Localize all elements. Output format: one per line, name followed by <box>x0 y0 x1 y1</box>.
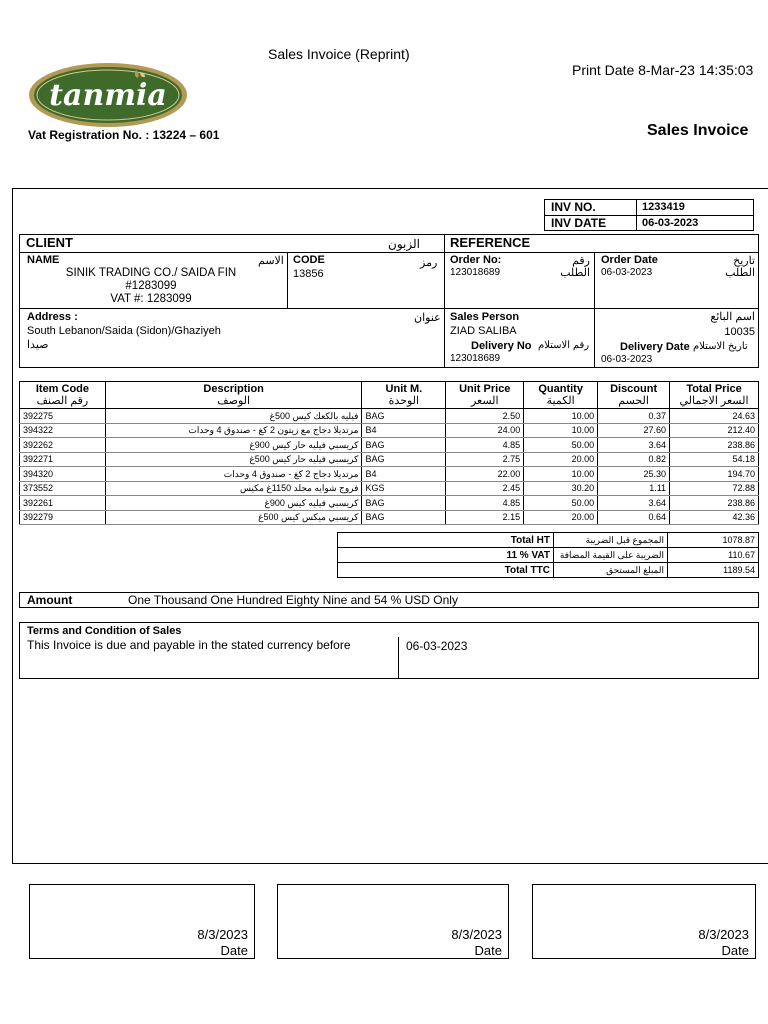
item-description: كريسبي فيليه حار كيس 500غ <box>105 452 362 467</box>
seller-label-ar: اسم البائع <box>710 311 755 323</box>
item-unit-price: 4.85 <box>446 438 524 453</box>
item-code: 394322 <box>20 423 106 438</box>
col-unit: Unit M. الوحدة <box>362 382 446 409</box>
item-unit: BAG <box>362 409 446 424</box>
item-unit-price: 2.75 <box>446 452 524 467</box>
vat-label: 11 % VAT <box>338 548 554 563</box>
code-label: CODE <box>293 254 325 266</box>
signature-date-label: Date <box>220 943 248 958</box>
item-discount: 27.60 <box>598 423 670 438</box>
invoice-number-label: INV NO. <box>545 200 637 216</box>
col-total-price: Total Price السعر الاجمالي <box>670 382 759 409</box>
item-code: 392279 <box>20 510 106 525</box>
name-label-ar: الاسم <box>258 255 284 267</box>
item-description: مرتديلا دجاج مع زيتون 2 كغ - صندوق 4 وحدات <box>105 423 362 438</box>
sales-person-label: Sales Person <box>450 311 520 323</box>
item-total: 212.40 <box>670 423 759 438</box>
order-date: 06-03-2023 <box>601 267 653 278</box>
address-label: Address : <box>27 311 78 323</box>
items-table <box>19 381 759 525</box>
order-no-label-ar-line2: الطلب <box>560 267 590 279</box>
signature-date-label: Date <box>474 943 502 958</box>
client-name <box>20 267 282 306</box>
totals-table <box>337 532 759 578</box>
signature-date-value: 8/3/2023 <box>197 927 248 942</box>
order-date-label-ar-line1: تاريخ <box>733 255 755 267</box>
invoice-date: 06-03-2023 <box>642 217 699 229</box>
item-unit-price: 4.85 <box>446 496 524 511</box>
table-row <box>20 409 759 424</box>
item-code: 392275 <box>20 409 106 424</box>
delivery-date-label-ar: تاريخ الاستلام <box>693 341 748 352</box>
item-code: 392262 <box>20 438 106 453</box>
client-address: South Lebanon/Saida (Sidon)/Ghaziyeh <box>27 325 221 337</box>
terms-label: Terms and Condition of Sales <box>27 625 182 637</box>
item-code: 394320 <box>20 467 106 482</box>
terms-divider <box>398 637 399 679</box>
client-name-line1: SINIK TRADING CO./ SAIDA FIN <box>65 267 237 279</box>
sales-person: ZIAD SALIBA <box>450 325 517 337</box>
signature-box-3 <box>532 884 756 959</box>
total-ht-row <box>338 533 759 548</box>
item-discount: 1.11 <box>598 481 670 496</box>
item-unit-price: 2.45 <box>446 481 524 496</box>
amount-in-words: One Thousand One Hundred Eighty Nine and 54 % USD Only <box>128 593 458 607</box>
terms-box <box>19 622 759 679</box>
order-date-label: Order Date <box>601 254 658 266</box>
total-ttc-row <box>338 563 759 578</box>
order-no-label: Order No: <box>450 254 502 266</box>
item-total: 72.88 <box>670 481 759 496</box>
delivery-no: 123018689 <box>450 353 501 364</box>
item-total: 42.36 <box>670 510 759 525</box>
signature-date-label: Date <box>721 943 749 958</box>
terms-text: This Invoice is due and payable in the stated currency before <box>27 638 351 652</box>
item-unit-price: 24.00 <box>446 423 524 438</box>
terms-due-date: 06-03-2023 <box>406 639 468 653</box>
signature-date-1 <box>197 927 248 959</box>
amount-label: Amount <box>27 593 73 607</box>
table-row <box>20 438 759 453</box>
signature-box-2 <box>277 884 509 959</box>
item-quantity: 10.00 <box>524 423 598 438</box>
total-ttc-value: 1189.54 <box>668 563 759 578</box>
reference-heading: REFERENCE <box>450 235 531 250</box>
item-unit-price: 2.15 <box>446 510 524 525</box>
item-code: 392271 <box>20 452 106 467</box>
vat-row <box>338 548 759 563</box>
signature-date-value: 8/3/2023 <box>451 927 502 942</box>
total-ht-label: Total HT <box>338 533 554 548</box>
item-discount: 0.64 <box>598 510 670 525</box>
item-total: 238.86 <box>670 438 759 453</box>
item-discount: 3.64 <box>598 438 670 453</box>
table-row <box>20 481 759 496</box>
order-no-label-ar-line1: رقم <box>572 255 590 267</box>
item-unit: B4 <box>362 467 446 482</box>
item-unit: BAG <box>362 510 446 525</box>
code-label-ar: رمز <box>420 257 438 269</box>
item-total: 238.86 <box>670 496 759 511</box>
item-description: كريسبي ميكس كيس 500غ <box>105 510 362 525</box>
item-description: كريسبي فيليه كيس 900غ <box>105 496 362 511</box>
col-discount: Discount الحسم <box>598 382 670 409</box>
item-discount: 25.30 <box>598 467 670 482</box>
delivery-no-label: Delivery No <box>471 340 532 352</box>
col-quantity: Quantity الكمية <box>524 382 598 409</box>
table-row <box>20 510 759 525</box>
table-row <box>20 467 759 482</box>
report-title: Sales Invoice (Reprint) <box>268 46 410 62</box>
delivery-no-label-ar: رقم الاستلام <box>538 340 590 351</box>
item-description: كريسبي فيليه حار كيس 900غ <box>105 438 362 453</box>
signature-date-value: 8/3/2023 <box>698 927 749 942</box>
signature-date-2 <box>451 927 502 959</box>
item-quantity: 50.00 <box>524 438 598 453</box>
item-unit: BAG <box>362 452 446 467</box>
signature-date-3 <box>698 927 749 959</box>
item-quantity: 20.00 <box>524 510 598 525</box>
total-ttc-label: Total TTC <box>338 563 554 578</box>
table-row <box>20 496 759 511</box>
col-description: Description الوصف <box>105 382 362 409</box>
items-header-row <box>20 382 759 409</box>
col-unit-price: Unit Price السعر <box>446 382 524 409</box>
order-date-label-ar-line2: الطلب <box>725 267 755 279</box>
table-row <box>20 423 759 438</box>
vat-value: 110.67 <box>668 548 759 563</box>
item-quantity: 50.00 <box>524 496 598 511</box>
item-unit-price: 2.50 <box>446 409 524 424</box>
order-no-label-ar <box>560 255 590 279</box>
client-address-ar: صيدا <box>27 339 49 351</box>
vat-label-ar: الضريبة على القيمة المضافة <box>554 548 668 563</box>
invoice-number: 1233419 <box>642 201 685 213</box>
total-ht-value: 1078.87 <box>668 533 759 548</box>
client-reference-section <box>19 234 759 368</box>
invoice-number-box <box>544 199 754 231</box>
item-quantity: 10.00 <box>524 409 598 424</box>
client-vat: VAT #: 1283099 <box>110 293 192 305</box>
item-total: 194.70 <box>670 467 759 482</box>
item-discount: 0.37 <box>598 409 670 424</box>
name-label: NAME <box>27 254 60 266</box>
item-description: مرتديلا دجاج 2 كغ - صندوق 4 وحدات <box>105 467 362 482</box>
logo-wordmark: tanmia <box>49 78 167 113</box>
delivery-date: 06-03-2023 <box>601 354 653 365</box>
item-description: فيليه بالكعك كيس 500غ <box>105 409 362 424</box>
item-quantity: 20.00 <box>524 452 598 467</box>
order-date-label-ar <box>720 255 755 279</box>
document-type: Sales Invoice <box>647 122 749 139</box>
client-heading-ar: الزبون <box>388 237 420 251</box>
invoice-date-row <box>545 215 753 231</box>
tanmia-logo <box>28 62 188 128</box>
seller-code: 10035 <box>724 326 755 338</box>
item-unit: BAG <box>362 496 446 511</box>
client-name-line2: #1283099 <box>125 280 177 292</box>
table-row <box>20 452 759 467</box>
order-no: 123018689 <box>450 267 501 278</box>
signature-box-1 <box>29 884 255 959</box>
print-date: Print Date 8-Mar-23 14:35:03 <box>572 62 754 78</box>
address-label-ar: عنوان <box>414 312 441 324</box>
item-discount: 0.82 <box>598 452 670 467</box>
delivery-date-label: Delivery Date <box>620 341 690 353</box>
total-ttc-label-ar: المبلغ المستحق <box>554 563 668 578</box>
client-code: 13856 <box>293 268 324 280</box>
item-code: 373552 <box>20 481 106 496</box>
item-quantity: 30.20 <box>524 481 598 496</box>
item-unit: KGS <box>362 481 446 496</box>
item-total: 54.18 <box>670 452 759 467</box>
item-code: 392261 <box>20 496 106 511</box>
invoice-number-row <box>545 200 753 216</box>
amount-box <box>19 592 759 608</box>
item-total: 24.63 <box>670 409 759 424</box>
invoice-date-label: INV DATE <box>545 216 637 231</box>
item-unit: BAG <box>362 438 446 453</box>
item-discount: 3.64 <box>598 496 670 511</box>
item-quantity: 10.00 <box>524 467 598 482</box>
total-ht-label-ar: المجموع قبل الضريبة <box>554 533 668 548</box>
col-item-code: Item Code رقم الصنف <box>20 382 106 409</box>
client-heading: CLIENT <box>26 235 73 250</box>
item-unit-price: 22.00 <box>446 467 524 482</box>
item-unit: B4 <box>362 423 446 438</box>
item-description: فروج شوايه مجلد 1150غ مكيس <box>105 481 362 496</box>
vat-registration: Vat Registration No. : 13224 – 601 <box>28 128 220 142</box>
